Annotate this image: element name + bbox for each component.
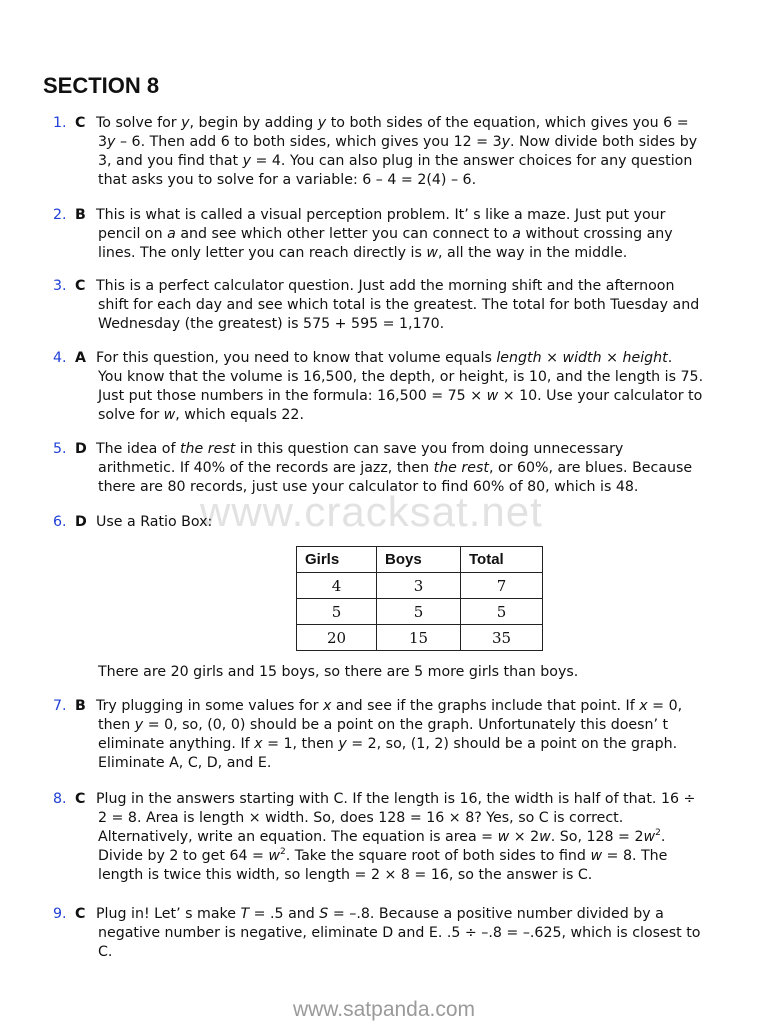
header-boys: Boys (377, 547, 461, 573)
question-number: 3. (53, 278, 67, 294)
answer-letter: C (75, 791, 86, 807)
answer-line (53, 790, 725, 809)
superscript: 2 (655, 828, 661, 838)
explanation-text: , which equals 22. (175, 407, 304, 423)
explanation-text: To solve for (96, 115, 182, 131)
explanation-text: then (98, 717, 135, 733)
explanation-text: = 0, so, (0, 0) should be a point on the graph. Unfortunately this doesn’ t (143, 717, 669, 733)
answer-item (53, 790, 725, 885)
answer-line (53, 513, 725, 532)
explanation-text: = 4. You can also plug in the answer choices for any question (251, 153, 693, 169)
answer-line (53, 244, 725, 263)
answer-line (53, 478, 725, 497)
italic-term: w (426, 245, 438, 261)
explanation-text: Try plugging in some values for (96, 698, 323, 714)
question-number: 1. (53, 115, 67, 131)
italic-term: w (590, 848, 603, 864)
table-cell: 4 (297, 573, 377, 599)
italic-term: w (163, 407, 176, 423)
answer-letter: B (75, 207, 86, 223)
answer-line (53, 171, 725, 190)
answer-line (53, 924, 725, 943)
italic-term: y (317, 115, 327, 131)
explanation-text: . Now divide both sides by (510, 134, 698, 150)
answer-item (53, 697, 725, 773)
explanation-text: The idea of (96, 441, 180, 457)
explanation-text: arithmetic. If 40% of the records are jazz, then (98, 460, 434, 476)
italic-term: x (322, 698, 332, 714)
italic-term: w (486, 388, 499, 404)
explanation-text: shift for each day and see which total is the greatest. The total for both Tuesday and (98, 297, 700, 313)
italic-term: T (240, 906, 250, 922)
answer-line (53, 847, 725, 866)
explanation-text: Alternatively, write an equation. The equation is area = (98, 829, 498, 845)
explanation-text: = 2, so, (1, 2) should be a point on the graph. (346, 736, 678, 752)
question-number: 4. (53, 350, 67, 366)
explanation-text: Plug in the answers starting with C. If the length is 16, the width is half of that. 16 ÷ (96, 791, 696, 807)
answer-letter: A (75, 350, 86, 366)
explanation-text: there are 80 records, just use your calculator to find 60% of 80, which is 48. (98, 479, 639, 495)
explanation-text: 2 = 8. Area is length × width. So, does 128 = 16 × 8? Yes, so C is correct. (98, 810, 624, 826)
explanation-text: lines. The only letter you can reach directly is (98, 245, 427, 261)
explanation-text: = .5 and (249, 906, 320, 922)
question-number: 6. (53, 514, 67, 530)
explanation-text: . Take the square root of both sides to find (285, 848, 591, 864)
answer-line (53, 277, 725, 296)
answer-line (53, 206, 725, 225)
explanation-text: without crossing any (521, 226, 673, 242)
answer-item (53, 440, 725, 497)
explanation-text: . So, 128 = 2 (550, 829, 644, 845)
explanation-text: This is a perfect calculator question. Just add the morning shift and the afternoon (96, 278, 675, 294)
answer-line (53, 809, 725, 828)
italic-term: y (501, 134, 511, 150)
italic-term: y (338, 736, 347, 752)
explanation-text: × 10. Use your calculator to (498, 388, 703, 404)
explanation-text: in this question can save you from doing unnecessary (235, 441, 624, 457)
explanation-text: , begin by adding (189, 115, 318, 131)
italic-term: x (254, 736, 263, 752)
answer-line (53, 943, 725, 962)
explanation-text: length is twice this width, so length = 2 × 8 = 16, so the answer is C. (98, 867, 593, 883)
answer-line (53, 387, 725, 406)
header-girls: Girls (297, 547, 377, 573)
explanation-text: You know that the volume is 16,500, the depth, or height, is 10, and the length is 75. (98, 369, 704, 385)
question-number: 9. (53, 906, 67, 922)
explanation-text: = 8. The (602, 848, 668, 864)
explanation-text: and see which other letter you can connect to (175, 226, 513, 242)
table-cell: 5 (297, 599, 377, 625)
table-cell: 5 (377, 599, 461, 625)
answer-line (53, 905, 725, 924)
answer-item (53, 349, 725, 425)
table-cell: 15 (377, 625, 461, 651)
answer-letter: C (75, 906, 86, 922)
answer-line (53, 296, 725, 315)
answer-letter: C (75, 115, 86, 131)
explanation-text: pencil on (98, 226, 168, 242)
explanation-text: Use a Ratio Box: (96, 514, 213, 530)
answer-letter: D (75, 514, 87, 530)
answer-line (53, 459, 725, 478)
italic-term: w (539, 829, 551, 845)
answer-line (53, 828, 725, 847)
italic-term: x (639, 698, 648, 714)
explanation-text: = 0, (647, 698, 683, 714)
explanation-text: For this question, you need to know that volume equals (96, 350, 497, 366)
superscript: 2 (280, 847, 286, 857)
ratio-box-table (296, 546, 543, 651)
italic-term: y (107, 134, 116, 150)
italic-term: w (497, 829, 510, 845)
answer-line (53, 349, 725, 368)
explanation-text: and see if the graphs include that point. If (331, 698, 640, 714)
italic-term: y (181, 115, 190, 131)
explanation-text: Divide by 2 to get 64 = (98, 848, 269, 864)
answer-item (53, 277, 725, 334)
explanation-text: 3, and you find that (98, 153, 243, 169)
answer-line (53, 735, 725, 754)
italic-term: w (643, 829, 656, 845)
table-header-row (297, 547, 543, 573)
explanation-text: = –.8. Because a positive number divided by a (328, 906, 664, 922)
table-row (297, 625, 543, 651)
table-row (297, 599, 543, 625)
table-cell: 3 (377, 573, 461, 599)
question-number: 2. (53, 207, 67, 223)
answer-line (53, 716, 725, 735)
explanation-text: = 1, then (262, 736, 339, 752)
explanation-text: , or 60%, are blues. Because (488, 460, 693, 476)
explanation-text: that asks you to solve for a variable: 6 – 4 = 2(4) – 6. (98, 172, 477, 188)
explanation-text: to both sides of the equation, which gives you 6 = (326, 115, 689, 131)
italic-term: w (268, 848, 281, 864)
question-number: 8. (53, 791, 67, 807)
answer-line (53, 406, 725, 425)
table-cell: 20 (297, 625, 377, 651)
explanation-text: Wednesday (the greatest) is 575 + 595 = 1,170. (98, 316, 445, 332)
explanation-text: solve for (98, 407, 164, 423)
answer-line (53, 440, 725, 459)
italic-term: length × width × height (496, 350, 668, 366)
answer-item (53, 513, 725, 532)
italic-term: y (134, 717, 144, 733)
explanation-text: 3 (98, 134, 108, 150)
answer-line (53, 152, 725, 171)
italic-term: a (512, 226, 521, 242)
answer-item (53, 114, 725, 190)
answer-letter: D (75, 441, 87, 457)
answer-line (53, 114, 725, 133)
explanation-text: Just put those numbers in the formula: 16,500 = 75 × (98, 388, 487, 404)
table-row (297, 573, 543, 599)
answer-line (53, 368, 725, 387)
answer-letter: C (75, 278, 86, 294)
question-number: 5. (53, 441, 67, 457)
answer-line (53, 866, 725, 885)
answer-item (53, 206, 725, 263)
explanation-text: eliminate anything. If (98, 736, 255, 752)
table-cell: 5 (461, 599, 543, 625)
section-title: SECTION 8 (43, 73, 160, 98)
italic-term: the rest (433, 460, 489, 476)
answer-line (53, 225, 725, 244)
explanation-text: , all the way in the middle. (437, 245, 628, 261)
explanation-text: Eliminate A, C, D, and E. (98, 755, 272, 771)
explanation-text: – 6. Then add 6 to both sides, which gives you 12 = 3 (115, 134, 502, 150)
question-number: 7. (53, 698, 67, 714)
answer-line (53, 697, 725, 716)
explanation-text: C. (98, 944, 113, 960)
explanation-text: Plug in! Let’ s make (96, 906, 241, 922)
answer-line (53, 754, 725, 773)
answer-letter: B (75, 698, 86, 714)
italic-term: y (242, 153, 251, 169)
answer-item (53, 905, 725, 962)
explanation-text: negative number is negative, eliminate D and E. .5 ÷ –.8 = –.625, which is closest to (98, 925, 701, 941)
answer-line (53, 315, 725, 334)
table-cell: 35 (461, 625, 543, 651)
explanation-text: . (660, 829, 666, 845)
italic-term: a (167, 226, 176, 242)
table-cell: 7 (461, 573, 543, 599)
explanation-text: . (667, 350, 673, 366)
footer-url: www.satpanda.com (292, 998, 476, 1021)
ratio-summary: There are 20 girls and 15 boys, so there are 5 more girls than boys. (98, 664, 579, 680)
italic-term: the rest (179, 441, 236, 457)
explanation-text: × 2 (509, 829, 540, 845)
answer-line (53, 133, 725, 152)
explanation-text: This is what is called a visual perception problem. It’ s like a maze. Just put your (96, 207, 666, 223)
header-total: Total (461, 547, 543, 573)
watermark: www.cracksat.net (200, 488, 543, 535)
italic-term: S (319, 906, 329, 922)
